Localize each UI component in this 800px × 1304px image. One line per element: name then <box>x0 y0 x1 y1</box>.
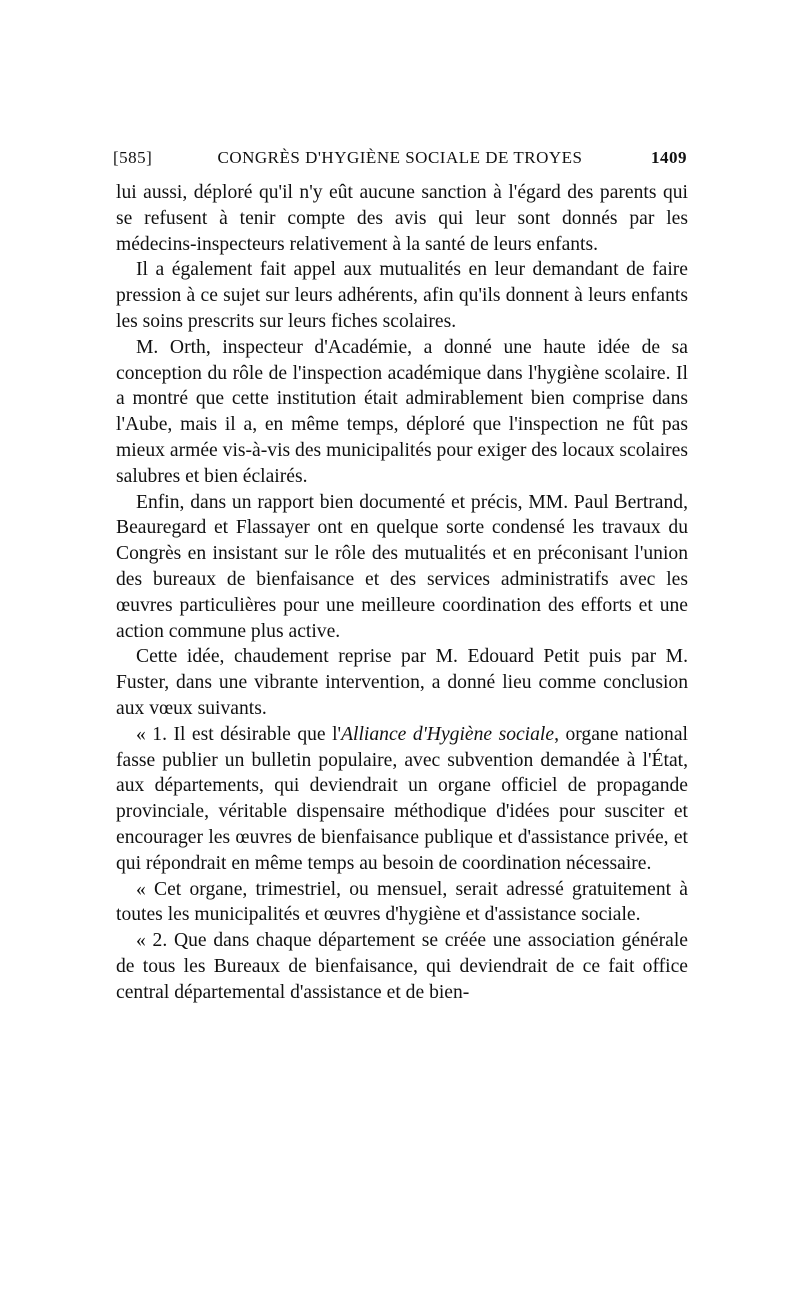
page-header <box>113 144 687 172</box>
paragraph-organe: « Cet organe, trimestriel, ou mensuel, serait adressé gratuitement à toutes les municipalités et œuvres d'hygiène et d'assistance sociale. <box>116 878 688 926</box>
voeu-1-italic-title: Alliance d'Hygiène sociale <box>341 723 555 745</box>
running-title: CONGRÈS D'HYGIÈNE SOCIALE DE TROYES <box>217 148 583 167</box>
paragraph-voeu-2: « 2. Que dans chaque département se créée une association générale de tous les Bureaux de bienfaisance, qui deviendrait de ce fait office central départemental d'assistance et de bien- <box>116 930 688 1003</box>
body-text <box>116 180 688 1006</box>
bracketed-page-number: [585] <box>113 148 153 167</box>
voeu-1-rest: , organe national fasse publier un bulletin populaire, avec subvention demandée à l'État, aux départements, qui deviendrait un organe officiel de propagande provinciale, véritable dispensaire méthodique d'idées pour susciter et encourager les œuvres de bienfaisance publique et d'assistance privée, et qui répondrait en même temps au besoin de coordination nécessaire. <box>116 723 688 874</box>
paragraph-mutualites: Il a également fait appel aux mutualités en leur demandant de faire pression à ce sujet sur leurs adhérents, afin qu'ils donnent à leurs enfants les soins prescrits sur leurs fiches scolaires. <box>116 259 688 332</box>
voeu-1-start: « 1. Il est désirable que l' <box>136 723 342 745</box>
page-number: 1409 <box>651 148 687 167</box>
paragraph-voeu-1 <box>116 722 688 877</box>
paragraph-orth: M. Orth, inspecteur d'Académie, a donné une haute idée de sa conception du rôle de l'inspection académique dans l'hygiène scolaire. Il a montré que cette institution était admirablement bien comprise dans l'Aube, mais il a, en même temps, déploré que l'inspection ne fût pas mieux armée vis-à-vis des municipalités pour exiger des locaux scolaires salubres et bien éclairés. <box>116 336 688 487</box>
paragraph-idee: Cette idée, chaudement reprise par M. Edouard Petit puis par M. Fuster, dans une vibrante intervention, a donné lieu comme conclusion aux vœux suivants. <box>116 646 688 719</box>
paragraph-continued: lui aussi, déploré qu'il n'y eût aucune sanction à l'égard des parents qui se refusent à tenir compte des avis qui leur sont donnés par les médecins-inspecteurs relativement à la santé de leurs enfants. <box>116 182 688 255</box>
paragraph-rapport: Enfin, dans un rapport bien documenté et précis, MM. Paul Bertrand, Beauregard et Flassayer ont en quelque sorte condensé les travaux du Congrès en insistant sur le rôle des mutualités et en préconisant l'union des bureaux de bienfaisance et des services administratifs avec les œuvres particulières pour une meilleure coordination des efforts et une action commune plus active. <box>116 491 688 642</box>
